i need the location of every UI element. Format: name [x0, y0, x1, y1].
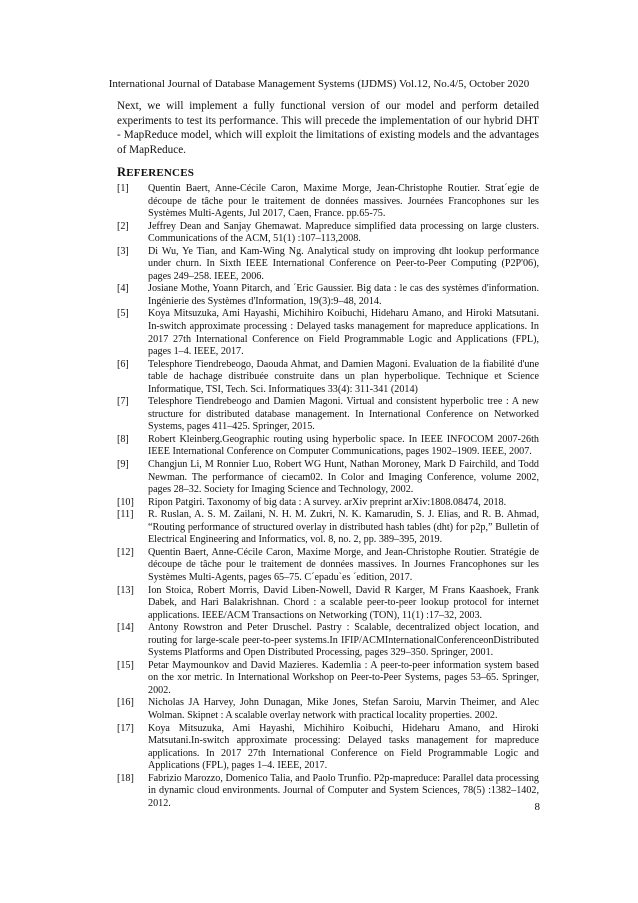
reference-text: Di Wu, Ye Tian, and Kam-Wing Ng. Analytical study on improving dht lookup performance under churn. In Sixth IEEE International Conference on Peer-to-Peer Computing (P2P'06), pages 249–258. IEEE, 2006.: [148, 245, 539, 282]
reference-number: [4]: [117, 283, 129, 295]
running-header: International Journal of Database Management Systems (IJDMS) Vol.12, No.4/5, October 2020: [108, 78, 530, 90]
reference-item: [117, 497, 539, 510]
reference-item: [117, 697, 539, 722]
reference-item: [117, 509, 539, 547]
reference-item: [117, 585, 539, 623]
reference-item: [117, 723, 539, 773]
reference-item: [117, 622, 539, 660]
reference-item: [117, 547, 539, 585]
reference-number: [11]: [117, 509, 134, 521]
reference-text: Koya Mitsuzuka, Ami Hayashi, Michihiro Koibuchi, Hideharu Amano, and Hiroki Matsutani.In-switch approximate processing: Delayed tasks management for mapreduce applications. In 2017 27th International Conference on Field Programmable Logic and Applications (FPL), pages 1–4. IEEE, 2017.: [148, 722, 539, 772]
reference-number: [5]: [117, 308, 129, 320]
reference-item: [117, 183, 539, 221]
reference-item: [117, 660, 539, 698]
references-heading: [117, 165, 194, 180]
reference-number: [18]: [117, 772, 134, 784]
reference-text: Fabrizio Marozzo, Domenico Talia, and Paolo Trunfio. P2p-mapreduce: Parallel data processing in dynamic cloud environments. Journal of Computer and System Sciences, 78(5) :1382–1402, 2012.: [148, 772, 539, 809]
reference-item: [117, 221, 539, 246]
reference-list: [117, 183, 539, 810]
reference-number: [1]: [117, 183, 129, 194]
reference-number: [13]: [117, 584, 134, 596]
reference-number: [2]: [117, 220, 129, 232]
reference-item: [117, 283, 539, 308]
reference-text: Ripon Patgiri. Taxonomy of big data : A survey. arXiv preprint arXiv:1808.08474, 2018.: [148, 496, 507, 508]
reference-text: Nicholas JA Harvey, John Dunagan, Mike Jones, Stefan Saroiu, Marvin Theimer, and Alec Wolman. Skipnet : A scalable overlay network with practical locality properties. 2002.: [148, 697, 539, 721]
reference-text: Antony Rowstron and Peter Druschel. Pastry : Scalable, decentralized object location, and routing for large-scale peer-to-peer systems.In IFIP/ACMInternationalConferenceonDistributed Systems Platforms and Open Distributed Processing, pages 329–350. Springer, 2001.: [148, 622, 539, 659]
references-heading-rest: EFERENCES: [126, 167, 195, 179]
reference-text: Changjun Li, M Ronnier Luo, Robert WG Hunt, Nathan Moroney, Mark D Fairchild, and Todd Newman. The performance of ciecam02. In Color and Imaging Conference, volume 2002, pages 28–32. Society for Imaging Science and Technology, 2002.: [148, 459, 539, 496]
reference-text: Ion Stoica, Robert Morris, David Liben-Nowell, David R Karger, M Frans Kaashoek, Frank Dabek, and Hari Balakrishnan. Chord : a scalable peer-to-peer lookup protocol for internet applications. IEEE/ACM Transactions on Networking (TON), 11(1) :17–32, 2003.: [148, 584, 539, 621]
reference-number: [12]: [117, 546, 134, 558]
reference-text: R. Ruslan, A. S. M. Zailani, N. H. M. Zukri, N. K. Kamarudin, S. J. Elias, and R. B. Ahmad, “Routing performance of structured overlay in distributed hash tables (dht) for p2p,” Bulletin of Electrical Engineering and Informatics, vol. 8, no. 2, pp. 389–395, 2019.: [148, 509, 539, 546]
reference-item: [117, 434, 539, 459]
reference-item: [117, 246, 539, 284]
reference-item: [117, 459, 539, 497]
reference-number: [14]: [117, 622, 134, 634]
reference-text: Petar Maymounkov and David Mazieres. Kademlia : A peer-to-peer information system based on the xor metric. In International Workshop on Peer-to-Peer Systems, pages 53–65. Springer, 2002.: [148, 659, 539, 696]
page-number: 8: [534, 801, 540, 813]
reference-number: [10]: [117, 496, 134, 508]
reference-text: Telesphore Tiendrebeogo, Daouda Ahmat, and Damien Magoni. Evaluation de la fiabilité d'une table de hachage distribuée construite dans un plan hyperbolique. Technique et Science Informatique, TSI, Tech. Sci. Informatiques 33(4): 311-341 (2014): [148, 358, 539, 395]
reference-item: [117, 308, 539, 358]
reference-text: Koya Mitsuzuka, Ami Hayashi, Michihiro Koibuchi, Hideharu Amano, and Hiroki Matsutani. In-switch approximate processing : Delayed tasks management for mapreduce applications. In 2017 27th International Conference on Field Programmable Logic and Applications (FPL), pages 1–4. IEEE, 2017.: [148, 308, 539, 358]
intro-paragraph: Next, we will implement a fully functional version of our model and perform detailed experiments to test its performance. This will precede the implementation of our hybrid DHT - MapReduce model, which will exploit the limitations of existing models and the advantages of MapReduce.: [117, 100, 539, 156]
reference-text: Telesphore Tiendrebeogo and Damien Magoni. Virtual and consistent hyperbolic tree : A new structure for distributed database management. In International Conference on Networked Systems, pages 411–425. Springer, 2015.: [148, 396, 539, 433]
reference-number: [6]: [117, 358, 129, 370]
reference-number: [16]: [117, 697, 134, 709]
reference-number: [8]: [117, 433, 129, 445]
references-heading-initial: R: [117, 165, 127, 179]
reference-text: Josiane Mothe, Yoann Pitarch, and ´Eric Gaussier. Big data : le cas des systèmes d'information. Ingénierie des Systèmes d'Information, 19(3):9–48, 2014.: [148, 283, 539, 307]
reference-text: Robert Kleinberg.Geographic routing using hyperbolic space. In IEEE INFOCOM 2007-26th IEEE International Conference on Computer Communications, pages 1902–1909. IEEE, 2007.: [148, 433, 539, 458]
reference-text: Quentin Baert, Anne-Cécile Caron, Maxime Morge, Jean-Christophe Routier. Strat´egie de découpe de tâche pour le traitement de données massives. Journées Francophones sur les Systèmes Multi-Agents, Jul 2017, Caen, France. pp.65-75.: [148, 183, 539, 220]
reference-number: [9]: [117, 459, 129, 471]
reference-number: [7]: [117, 396, 129, 408]
reference-text: Jeffrey Dean and Sanjay Ghemawat. Mapreduce simplified data processing on large clusters. Communications of the ACM, 51(1) :107–113,2008.: [148, 220, 539, 245]
reference-number: [3]: [117, 245, 129, 257]
reference-number: [17]: [117, 722, 134, 734]
reference-number: [15]: [117, 659, 134, 671]
reference-item: [117, 396, 539, 434]
reference-item: [117, 359, 539, 397]
reference-item: [117, 773, 539, 811]
reference-text: Quentin Baert, Anne-Cécile Caron, Maxime Morge, and Jean-Christophe Routier. Stratégie de découpe de tâche pour le traitement de données massives. In Journes Francophones sur les Systèmes Multi-Agents, pages 65–75. C´epadu`es ´edition, 2017.: [148, 546, 539, 583]
